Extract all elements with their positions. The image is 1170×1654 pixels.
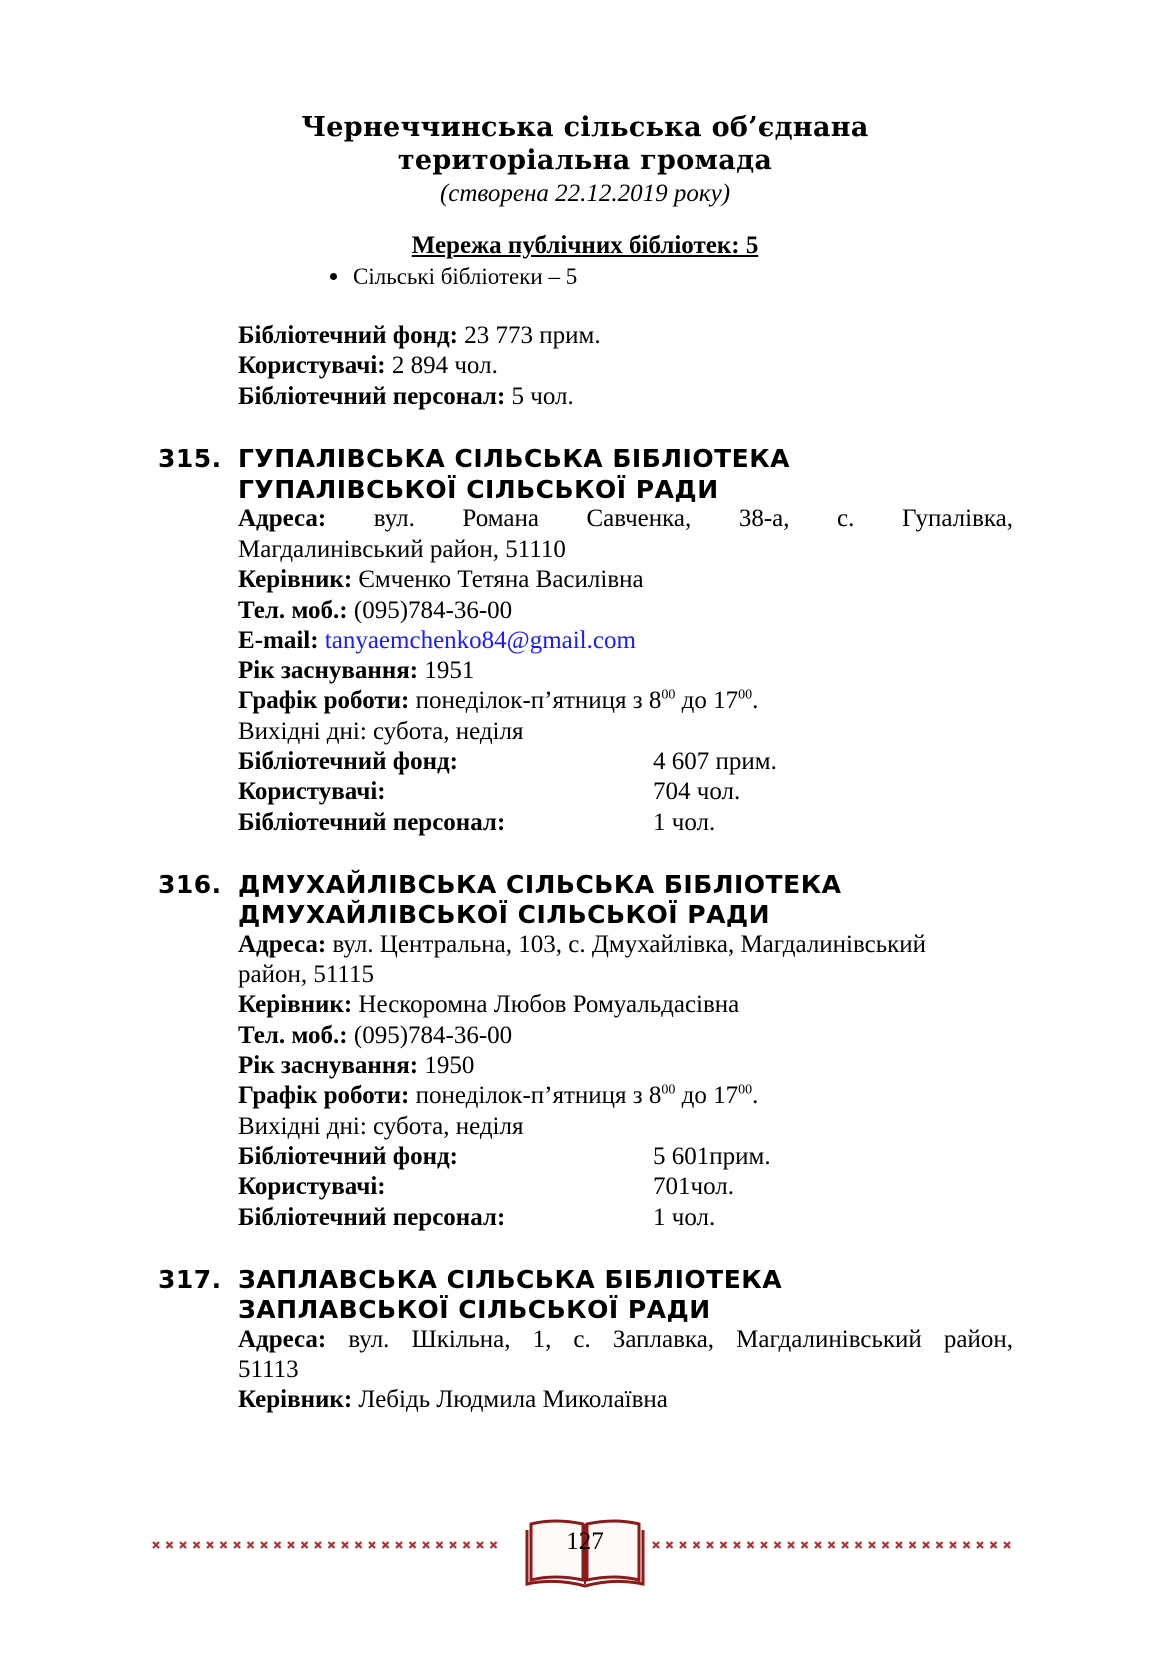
ornament-cross xyxy=(653,1542,659,1548)
ornament-cross xyxy=(248,1542,254,1548)
ornament-cross xyxy=(369,1542,375,1548)
page-number: 127 xyxy=(566,1528,604,1555)
entry-315-schedule: Графік роботи: понеділок-п’ятниця з $8^{00}$ до $17^{00}$. xyxy=(238,687,759,714)
ornament-cross xyxy=(950,1542,956,1548)
entry-316-title-line2: ДМУХАЙЛІВСЬКОЇ СІЛЬСЬКОЇ РАДИ xyxy=(238,900,771,929)
summary-users: Користувачі: 2 894 чол. xyxy=(238,352,498,379)
ornament-cross xyxy=(775,1542,781,1548)
entry-315-email-row: E-mail: tanyaemchenko84@gmail.com xyxy=(238,627,636,654)
ornament-cross xyxy=(315,1542,321,1548)
ornament-cross xyxy=(450,1542,456,1548)
entry-315-address-line2: Магдалинівський район, 51110 xyxy=(238,536,566,563)
ornament-cross xyxy=(234,1542,240,1548)
entry-315-head: Керівник: Ємченко Тетяна Василівна xyxy=(238,566,644,593)
entry-316-address-line2: район, 51115 xyxy=(238,961,374,988)
ornament-cross xyxy=(842,1542,848,1548)
footer-ornament-left xyxy=(152,1538,507,1552)
footer-ornament-right xyxy=(652,1538,1012,1552)
entry-315-fund: Бібліотечний фонд: 4 607 прим. xyxy=(238,748,777,775)
ornament-cross xyxy=(437,1542,443,1548)
ornament-cross xyxy=(748,1542,754,1548)
ornament-cross xyxy=(829,1542,835,1548)
entry-317-address-line2: 51113 xyxy=(238,1356,299,1383)
ornament-cross xyxy=(221,1542,227,1548)
ornament-cross xyxy=(464,1542,470,1548)
ornament-cross xyxy=(896,1542,902,1548)
entry-316-title: 316. ДМУХАЙЛІВСЬКА СІЛЬСЬКА БІБЛІОТЕКА xyxy=(158,870,842,899)
entry-316-year: Рік заснування: 1950 xyxy=(238,1052,475,1079)
ornament-cross xyxy=(153,1542,159,1548)
entry-317-title-line2: ЗАПЛАВСЬКОЇ СІЛЬСЬКОЇ РАДИ xyxy=(238,1295,711,1324)
network-title: Мережа публічних бібліотек: 5 xyxy=(411,232,759,259)
entry-315-title: 315. ГУПАЛІВСЬКА СІЛЬСЬКА БІБЛІОТЕКА xyxy=(158,444,790,473)
ornament-cross xyxy=(869,1542,875,1548)
ornament-cross xyxy=(991,1542,997,1548)
ornament-cross xyxy=(923,1542,929,1548)
ornament-cross xyxy=(707,1542,713,1548)
ornament-cross xyxy=(423,1542,429,1548)
ornament-cross xyxy=(477,1542,483,1548)
ornament-cross xyxy=(410,1542,416,1548)
entry-316-fund: Бібліотечний фонд: 5 601прим. xyxy=(238,1143,771,1170)
network-bullet-text: Сільські бібліотеки – 5 xyxy=(353,264,578,289)
summary-staff: Бібліотечний персонал: 5 чол. xyxy=(238,383,574,410)
ornament-cross xyxy=(383,1542,389,1548)
ornament-cross xyxy=(1004,1542,1010,1548)
ornament-cross xyxy=(302,1542,308,1548)
ornament-cross xyxy=(721,1542,727,1548)
ornament-cross xyxy=(937,1542,943,1548)
ornament-cross xyxy=(180,1542,186,1548)
ornament-cross xyxy=(788,1542,794,1548)
ornament-cross xyxy=(356,1542,362,1548)
entry-316-address: Адреса: вул. Центральна, 103, с. Дмухайлівка, Магдалинівський xyxy=(238,931,927,958)
entry-316-users: Користувачі: 701чол. xyxy=(238,1173,734,1200)
entry-316-schedule: Графік роботи: понеділок-п’ятниця з $8^{00}$ до $17^{00}$. xyxy=(238,1082,759,1109)
ornament-cross xyxy=(761,1542,767,1548)
ornament-cross xyxy=(667,1542,673,1548)
ornament-cross xyxy=(977,1542,983,1548)
ornament-cross xyxy=(167,1542,173,1548)
entry-317-title: 317. ЗАПЛАВСЬКА СІЛЬСЬКА БІБЛІОТЕКА xyxy=(158,1265,783,1294)
ornament-cross xyxy=(288,1542,294,1548)
ornament-cross xyxy=(964,1542,970,1548)
page-title-line1: Чернеччинська сільська об’єднана xyxy=(301,112,869,143)
ornament-cross xyxy=(207,1542,213,1548)
entry-316-phone: Тел. моб.: (095)784-36-00 xyxy=(238,1022,513,1049)
entry-315-title-line2: ГУПАЛІВСЬКОЇ СІЛЬСЬКОЇ РАДИ xyxy=(238,475,719,504)
ornament-cross xyxy=(734,1542,740,1548)
ornament-cross xyxy=(856,1542,862,1548)
entry-317-head: Керівник: Лебідь Людмила Миколаївна xyxy=(238,1386,668,1413)
bullet-icon xyxy=(330,273,337,280)
entry-315-staff: Бібліотечний персонал: 1 чол. xyxy=(238,809,716,836)
ornament-cross xyxy=(910,1542,916,1548)
ornament-cross xyxy=(342,1542,348,1548)
summary-fund: Бібліотечний фонд: 23 773 прим. xyxy=(238,322,601,349)
entry-315-users: Користувачі: 704 чол. xyxy=(238,778,741,805)
ornament-cross xyxy=(194,1542,200,1548)
ornament-cross xyxy=(883,1542,889,1548)
ornament-cross xyxy=(329,1542,335,1548)
entry-316-staff: Бібліотечний персонал: 1 чол. xyxy=(238,1204,716,1231)
ornament-cross xyxy=(680,1542,686,1548)
ornament-cross xyxy=(802,1542,808,1548)
ornament-cross xyxy=(275,1542,281,1548)
page-title-line2: територіальна громада xyxy=(397,145,773,176)
entry-315-days-off: Вихідні дні: субота, неділя xyxy=(238,718,524,745)
network-bullet xyxy=(330,264,577,290)
entry-316-head: Керівник: Нескоромна Любов Ромуальдасівна xyxy=(238,991,740,1018)
entry-317-address: Адреса: вул. Шкільна, 1, с. Заплавка, Магдалинівський район, xyxy=(238,1326,1013,1353)
ornament-cross xyxy=(491,1542,497,1548)
entry-315-phone: Тел. моб.: (095)784-36-00 xyxy=(238,597,513,624)
entry-316-days-off: Вихідні дні: субота, неділя xyxy=(238,1113,524,1140)
ornament-cross xyxy=(261,1542,267,1548)
ornament-cross xyxy=(396,1542,402,1548)
ornament-cross xyxy=(694,1542,700,1548)
entry-315-year: Рік заснування: 1951 xyxy=(238,657,475,684)
entry-315-address: Адреса: вул. Романа Савченка, 38-а, с. Гупалівка, xyxy=(238,505,1013,532)
ornament-cross xyxy=(815,1542,821,1548)
entry-315-email-link[interactable]: tanyaemchenko84@gmail.com xyxy=(324,627,636,654)
page-subtitle: (створена 22.12.2019 року) xyxy=(439,180,731,207)
